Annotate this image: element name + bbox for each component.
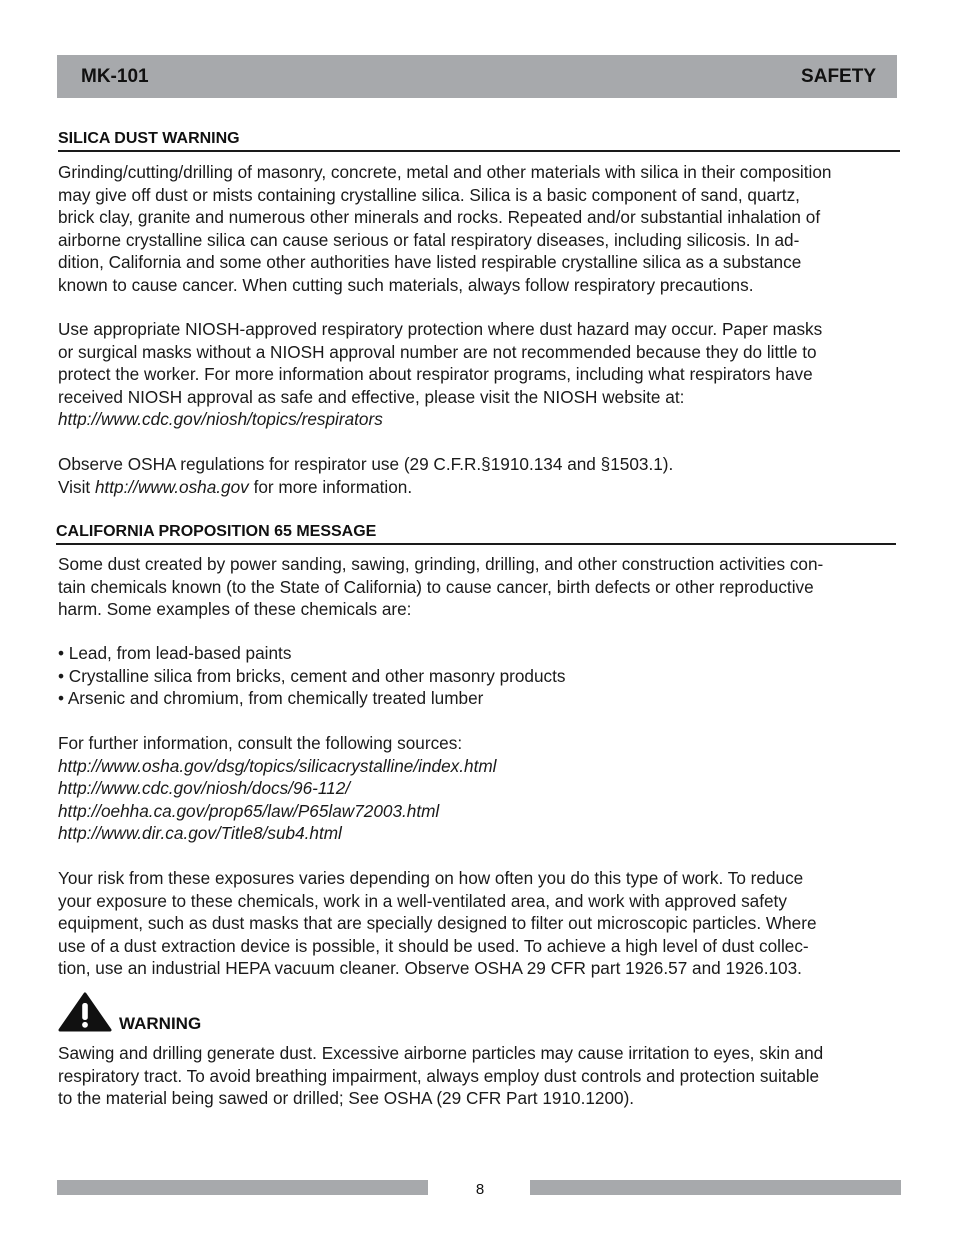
text-line xyxy=(58,476,906,499)
text-line: or surgical masks without a NIOSH approval number are not recommended because they do little to xyxy=(58,341,817,362)
silica-heading: SILICA DUST WARNING xyxy=(58,130,900,152)
text-line: tain chemicals known (to the State of California) to cause cancer, birth defects or other reproductive xyxy=(58,576,814,597)
text-line: Grinding/cutting/drilling of masonry, concrete, metal and other materials with silica in their composition xyxy=(58,162,832,182)
source-link[interactable]: http://www.cdc.gov/niosh/docs/96-112/ xyxy=(58,778,351,798)
text-line: Some dust created by power sanding, sawing, grinding, drilling, and other construction activities con- xyxy=(58,554,824,574)
list-item: • Lead, from lead-based paints xyxy=(58,643,292,663)
silica-paragraph-1 xyxy=(58,161,906,296)
osha-url-link[interactable]: http://www.osha.gov xyxy=(94,476,249,497)
text-line: airborne crystalline silica can cause serious or fatal respiratory diseases, including silicosis. In ad- xyxy=(58,229,800,250)
text-line: Sawing and drilling generate dust. Excessive airborne particles may cause irritation to eyes, skin and xyxy=(58,1043,824,1063)
text-line: respiratory tract. To avoid breathing impairment, always employ dust controls and protection suitable xyxy=(58,1065,820,1086)
footer-bar-left xyxy=(57,1180,428,1195)
footer-bar-right xyxy=(530,1180,901,1195)
text-line: equipment, such as dust masks that are specially designed to filter out microscopic particles. Where xyxy=(58,913,817,933)
model-number: MK-101 xyxy=(81,65,149,87)
text-line: Observe OSHA regulations for respirator use (29 C.F.R.§1910.134 and §1503.1). xyxy=(58,454,674,474)
page-number: 8 xyxy=(475,1181,485,1198)
sources-block xyxy=(58,732,906,845)
text-line: brick clay, granite and numerous other minerals and rocks. Repeated and/or substantial inhalation of xyxy=(58,207,821,227)
warning-label: WARNING xyxy=(119,1014,202,1033)
source-link[interactable]: http://www.dir.ca.gov/Title8/sub4.html xyxy=(58,823,342,843)
text-line: known to cause cancer. When cutting such materials, always follow respiratory precautions. xyxy=(58,274,754,295)
text-line: to the material being sawed or drilled; See OSHA (29 CFR Part 1910.1200). xyxy=(58,1088,635,1108)
visit-text: Visit xyxy=(58,476,91,497)
source-link[interactable]: http://www.osha.gov/dsg/topics/silicacrystalline/index.html xyxy=(58,755,497,776)
text-line: Your risk from these exposures varies depending on how often you do this type of work. To reduce xyxy=(58,868,804,888)
source-link[interactable]: http://oehha.ca.gov/prop65/law/P65law72003.html xyxy=(58,800,440,821)
sources-intro: For further information, consult the following sources: xyxy=(58,733,463,753)
text-line: Use appropriate NIOSH-approved respiratory protection where dust hazard may occur. Paper masks xyxy=(58,319,823,339)
list-item: • Arsenic and chromium, from chemically treated lumber xyxy=(58,688,484,708)
list-item: • Crystalline silica from bricks, cement and other masonry products xyxy=(58,665,566,686)
section-title: SAFETY xyxy=(801,65,876,87)
silica-paragraph-3 xyxy=(58,453,906,498)
text-line: protect the worker. For more information about respirator programs, including what respirators have xyxy=(58,364,813,384)
text-line: use of a dust extraction device is possible, it should be used. To achieve a high level of dust collec- xyxy=(58,935,809,956)
text-line: dition, California and some other authorities have listed respirable crystalline silica as a substance xyxy=(58,252,802,272)
text-line: tion, use an industrial HEPA vacuum cleaner. Observe OSHA 29 CFR part 1926.57 and 1926.103. xyxy=(58,958,802,978)
silica-paragraph-2 xyxy=(58,318,906,431)
prop65-paragraph-1 xyxy=(58,553,906,621)
chemical-list xyxy=(58,642,906,710)
text-line: harm. Some examples of these chemicals are: xyxy=(58,599,412,619)
text-fragment: for more information. xyxy=(253,476,413,497)
risk-paragraph xyxy=(58,867,906,980)
warning-paragraph xyxy=(58,1042,906,1110)
prop65-heading: CALIFORNIA PROPOSITION 65 MESSAGE xyxy=(56,523,896,545)
text-line: may give off dust or mists containing crystalline silica. Silica is a basic component of sand, quartz, xyxy=(58,184,800,205)
niosh-url-link[interactable]: http://www.cdc.gov/niosh/topics/respirators xyxy=(58,409,383,429)
page-header-bar xyxy=(57,55,897,98)
text-line: received NIOSH approval as safe and effective, please visit the NIOSH website at: xyxy=(58,386,685,407)
text-line: your exposure to these chemicals, work in a well-ventilated area, and work with approved safety xyxy=(58,890,787,911)
warning-triangle-icon xyxy=(58,992,112,1032)
